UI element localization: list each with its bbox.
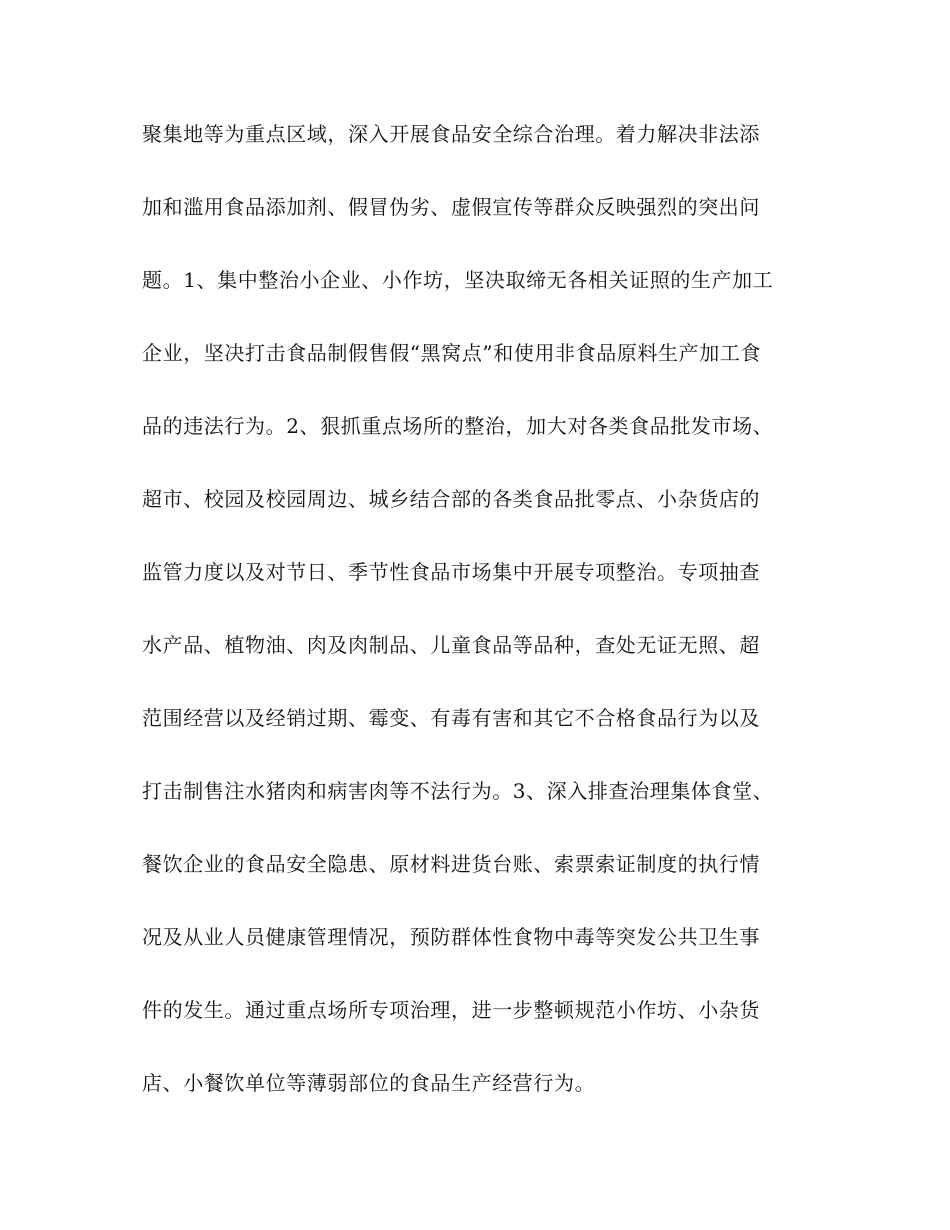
text-line-10: 打击制售注水猪肉和病害肉等不法行为。3、深入排查治理集体食堂、: [142, 779, 774, 803]
text-line-4: 企业，坚决打击食品制假售假“黑窝点”和使用非食品原料生产加工食: [142, 341, 762, 365]
text-line-14: 店、小餐饮单位等薄弱部位的食品生产经营行为。: [142, 1071, 596, 1095]
text-line-9: 范围经营以及经销过期、霉变、有毒有害和其它不合格食品行为以及: [142, 706, 760, 730]
text-line-1: 聚集地等为重点区域，深入开展食品安全综合治理。着力解决非法添: [142, 122, 760, 146]
text-line-3: 题。1、集中整治小企业、小作坊，坚决取缔无各相关证照的生产加工: [142, 268, 774, 292]
text-line-2: 加和滥用食品添加剂、假冒伪劣、虚假宣传等群众反映强烈的突出问: [142, 195, 760, 219]
text-line-8: 水产品、植物油、肉及肉制品、儿童食品等品种，查处无证无照、超: [142, 633, 760, 657]
text-line-7: 监管力度以及对节日、季节性食品市场集中开展专项整治。专项抽查: [142, 560, 760, 584]
text-line-6: 超市、校园及校园周边、城乡结合部的各类食品批零点、小杂货店的: [142, 487, 760, 511]
text-line-13: 件的发生。通过重点场所专项治理，进一步整顿规范小作坊、小杂货: [142, 998, 760, 1022]
text-line-5: 品的违法行为。2、狠抓重点场所的整治，加大对各类食品批发市场、: [142, 414, 774, 438]
text-line-11: 餐饮企业的食品安全隐患、原材料进货台账、索票索证制度的执行情: [142, 852, 760, 876]
text-line-12: 况及从业人员健康管理情况，预防群体性食物中毒等突发公共卫生事: [142, 925, 760, 949]
